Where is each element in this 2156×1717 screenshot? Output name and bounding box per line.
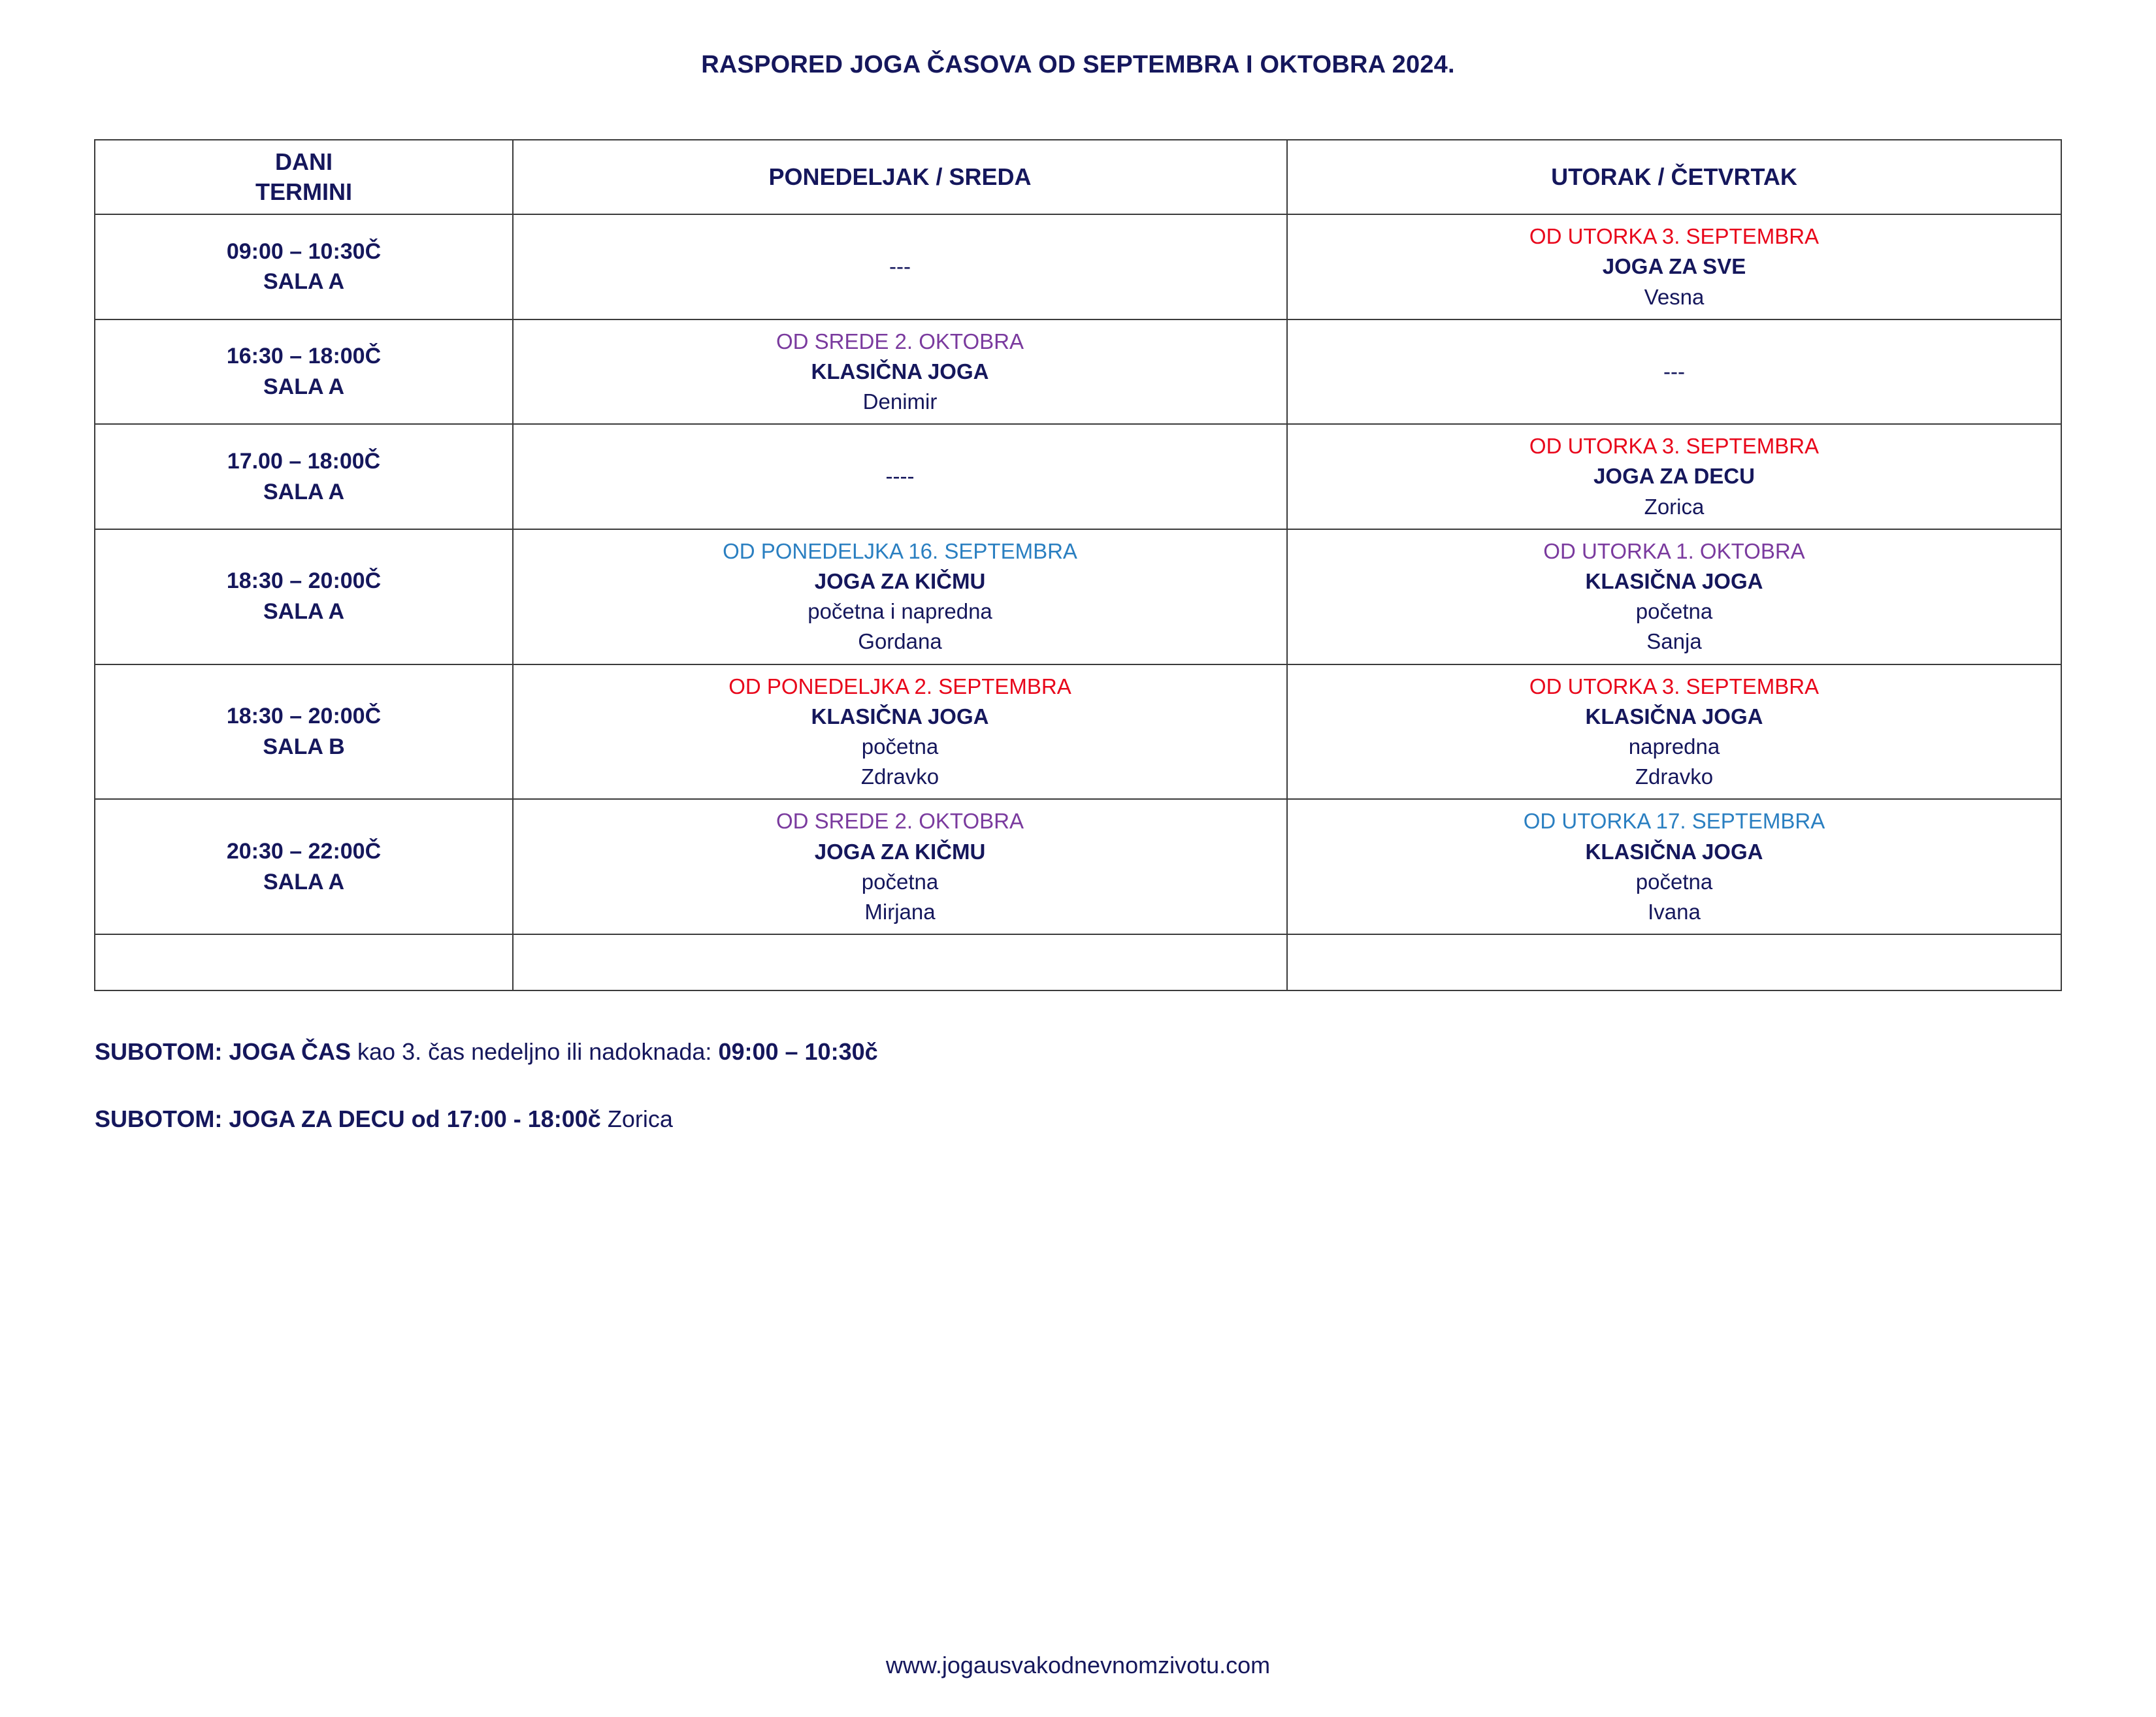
note2-teacher: Zorica	[600, 1105, 673, 1132]
cell-dash: ---	[889, 254, 911, 279]
cell-level: napredna	[1628, 734, 1720, 759]
row-room: SALA A	[263, 869, 345, 894]
cell-dash: ----	[885, 464, 915, 489]
cell-monday-wednesday	[513, 424, 1287, 529]
cell-teacher: Zdravko	[1635, 764, 1714, 789]
cell-class-name: JOGA ZA KIČMU	[814, 839, 986, 864]
cell-class-name: KLASIČNA JOGA	[811, 704, 989, 728]
cell-teacher: Zdravko	[860, 764, 939, 789]
header-tuesday-thursday: UTORAK / ČETVRTAK	[1287, 140, 2061, 214]
cell-start-date: OD UTORKA 3. SEPTEMBRA	[1529, 434, 1820, 459]
row-time: 18:30 – 20:00Č	[226, 568, 382, 594]
row-time: 09:00 – 10:30Č	[226, 238, 382, 264]
cell-monday-wednesday	[513, 214, 1287, 319]
row-time: 20:30 – 22:00Č	[226, 838, 382, 864]
cell-start-date: OD SREDE 2. OKTOBRA	[776, 329, 1024, 353]
cell-class-name: KLASIČNA JOGA	[1585, 839, 1763, 864]
notes-section	[95, 1037, 2061, 1135]
cell-monday-wednesday	[513, 799, 1287, 934]
cell-monday-wednesday	[513, 319, 1287, 425]
row-time-cell	[95, 529, 513, 664]
row-room: SALA A	[263, 269, 345, 295]
note1-bold-time: 09:00 – 10:30č	[718, 1038, 878, 1066]
note2-bold-lead: SUBOTOM: JOGA ZA DECU od 17:00 - 18:00č	[95, 1105, 601, 1132]
row-room: SALA A	[263, 479, 345, 504]
row-room: SALA A	[263, 374, 345, 399]
cell-class-name: JOGA ZA DECU	[1593, 464, 1755, 489]
cell-tuesday-thursday	[1287, 664, 2061, 800]
spacer-cell	[95, 934, 513, 990]
row-time-cell	[95, 799, 513, 934]
document-page	[0, 51, 2156, 1717]
spacer-cell	[513, 934, 1287, 990]
cell-tuesday-thursday	[1287, 529, 2061, 664]
schedule-table	[94, 139, 2062, 991]
cell-start-date: OD PONEDELJKA 16. SEPTEMBRA	[723, 538, 1077, 563]
cell-monday-wednesday	[513, 664, 1287, 800]
cell-class-name: KLASIČNA JOGA	[1585, 704, 1763, 728]
row-time: 18:30 – 20:00Č	[226, 704, 382, 729]
cell-class-name: KLASIČNA JOGA	[811, 359, 989, 384]
footer-website: www.jogausvakodnevnomzivotu.com	[885, 1652, 1271, 1678]
row-room: SALA B	[263, 734, 345, 759]
cell-start-date: OD UTORKA 3. SEPTEMBRA	[1529, 674, 1820, 698]
cell-class-name: JOGA ZA KIČMU	[814, 569, 986, 594]
cell-start-date: OD UTORKA 3. SEPTEMBRA	[1529, 224, 1820, 249]
table-row	[95, 424, 2061, 529]
page-title: RASPORED JOGA ČASOVA OD SEPTEMBRA I OKTOBRA 2024.	[701, 51, 1455, 78]
cell-teacher: Mirjana	[864, 899, 936, 924]
header-monday-wednesday: PONEDELJAK / SREDA	[513, 140, 1287, 214]
row-room: SALA A	[263, 599, 345, 625]
table-row-spacer	[95, 934, 2061, 990]
cell-monday-wednesday	[513, 529, 1287, 664]
cell-teacher: Sanja	[1646, 629, 1702, 654]
table-header-row	[95, 140, 2061, 214]
note1-bold-lead: SUBOTOM: JOGA ČAS	[95, 1038, 351, 1066]
table-row	[95, 319, 2061, 425]
cell-tuesday-thursday	[1287, 214, 2061, 319]
cell-tuesday-thursday	[1287, 319, 2061, 425]
cell-level: početna	[861, 869, 939, 894]
cell-teacher: Ivana	[1648, 899, 1701, 924]
cell-level: početna	[1635, 869, 1713, 894]
header-days-terms	[95, 140, 513, 214]
row-time: 17.00 – 18:00Č	[227, 448, 381, 474]
header-days-label: DANI	[275, 148, 333, 175]
row-time: 16:30 – 18:00Č	[226, 344, 382, 369]
note-saturday-kids	[95, 1104, 2061, 1135]
cell-level: početna	[1635, 599, 1713, 624]
row-time-cell	[95, 214, 513, 319]
row-time-cell	[95, 319, 513, 425]
table-row	[95, 799, 2061, 934]
cell-start-date: OD UTORKA 1. OKTOBRA	[1543, 538, 1805, 563]
header-terms-label: TERMINI	[255, 178, 352, 206]
cell-teacher: Gordana	[858, 629, 942, 654]
note-saturday-class	[95, 1037, 2061, 1068]
cell-tuesday-thursday	[1287, 424, 2061, 529]
table-row	[95, 664, 2061, 800]
cell-teacher: Zorica	[1644, 494, 1705, 519]
row-time-cell	[95, 424, 513, 529]
cell-level: početna i napredna	[808, 599, 992, 624]
row-time-cell	[95, 664, 513, 800]
spacer-cell	[1287, 934, 2061, 990]
table-row	[95, 529, 2061, 664]
cell-level: početna	[861, 734, 939, 759]
cell-start-date: OD UTORKA 17. SEPTEMBRA	[1523, 809, 1825, 834]
cell-start-date: OD SREDE 2. OKTOBRA	[776, 809, 1024, 834]
table-row	[95, 214, 2061, 319]
cell-class-name: JOGA ZA SVE	[1602, 254, 1746, 279]
cell-teacher: Denimir	[862, 389, 938, 414]
note1-normal-text: kao 3. čas nedeljno ili nadoknada:	[351, 1038, 719, 1066]
cell-dash: ---	[1663, 359, 1685, 384]
cell-class-name: KLASIČNA JOGA	[1585, 569, 1763, 594]
cell-teacher: Vesna	[1644, 284, 1705, 309]
cell-start-date: OD PONEDELJKA 2. SEPTEMBRA	[728, 674, 1071, 698]
cell-tuesday-thursday	[1287, 799, 2061, 934]
